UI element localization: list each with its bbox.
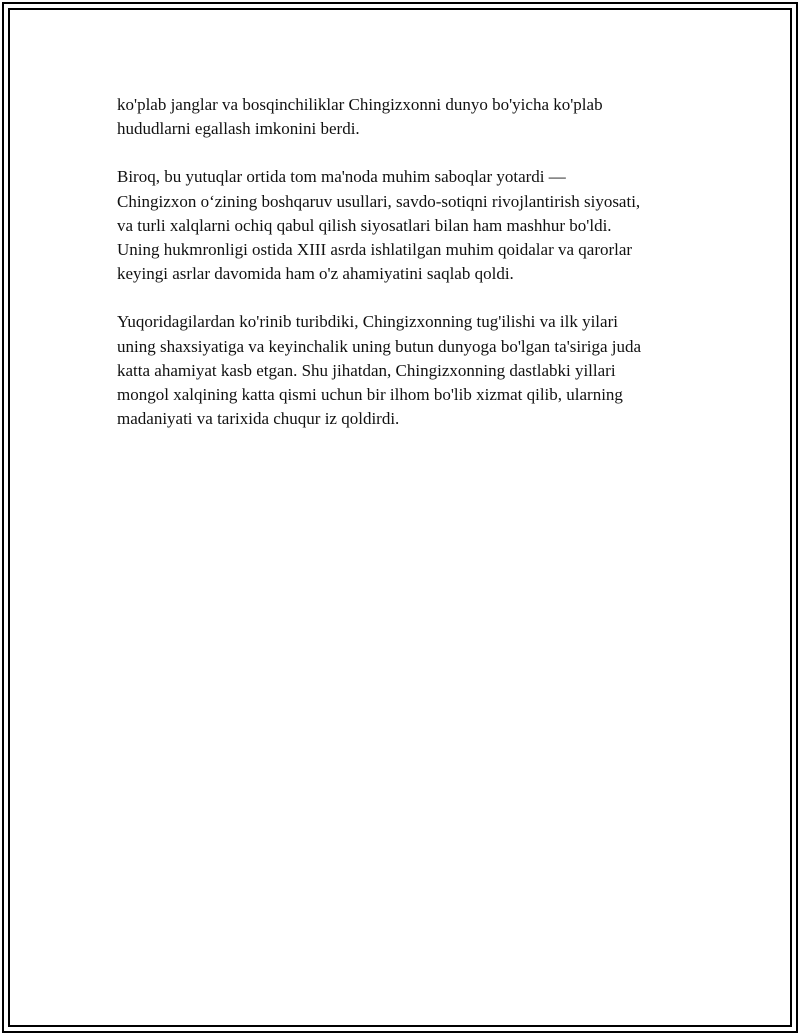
document-body (117, 93, 697, 455)
text-line: uning shaxsiyatiga va keyinchalik uning butun dunyoga bo'lgan ta'siriga juda (117, 336, 642, 356)
paragraph-3 (117, 310, 697, 431)
text-line: va turli xalqlarni ochiq qabul qilish siyosatlari bilan ham mashhur bo'ldi. (117, 215, 612, 235)
text-line: Uning hukmronligi ostida XIII asrda ishlatilgan muhim qoidalar va qarorlar (117, 240, 633, 260)
text-line: keyingi asrlar davomida ham o'z ahamiyatini saqlab qoldi. (117, 264, 514, 284)
text-line: ko'plab janglar va bosqinchiliklar Chingizxonni dunyo bo'yicha ko'plab (117, 95, 603, 114)
paragraph-1 (117, 93, 697, 141)
text-line: madaniyati va tarixida chuqur iz qoldirdi. (117, 409, 400, 429)
text-line: Yuqoridagilardan ko'rinib turibdiki, Chingizxonning tug'ilishi va ilk yilari (117, 312, 618, 332)
text-line: mongol xalqining katta qismi uchun bir ilhom bo'lib xizmat qilib, ularning (117, 385, 623, 405)
text-line: Chingizxon o‘zining boshqaruv usullari, savdo-sotiqni rivojlantirish siyosati, (117, 191, 641, 211)
paragraph-2 (117, 165, 697, 286)
text-line: katta ahamiyat kasb etgan. Shu jihatdan, Chingizxonning dastlabki yillari (117, 360, 616, 380)
text-line: hududlarni egallash imkonini berdi. (117, 119, 360, 139)
text-line: Biroq, bu yutuqlar ortida tom ma'noda muhim saboqlar yotardi — (117, 167, 566, 187)
